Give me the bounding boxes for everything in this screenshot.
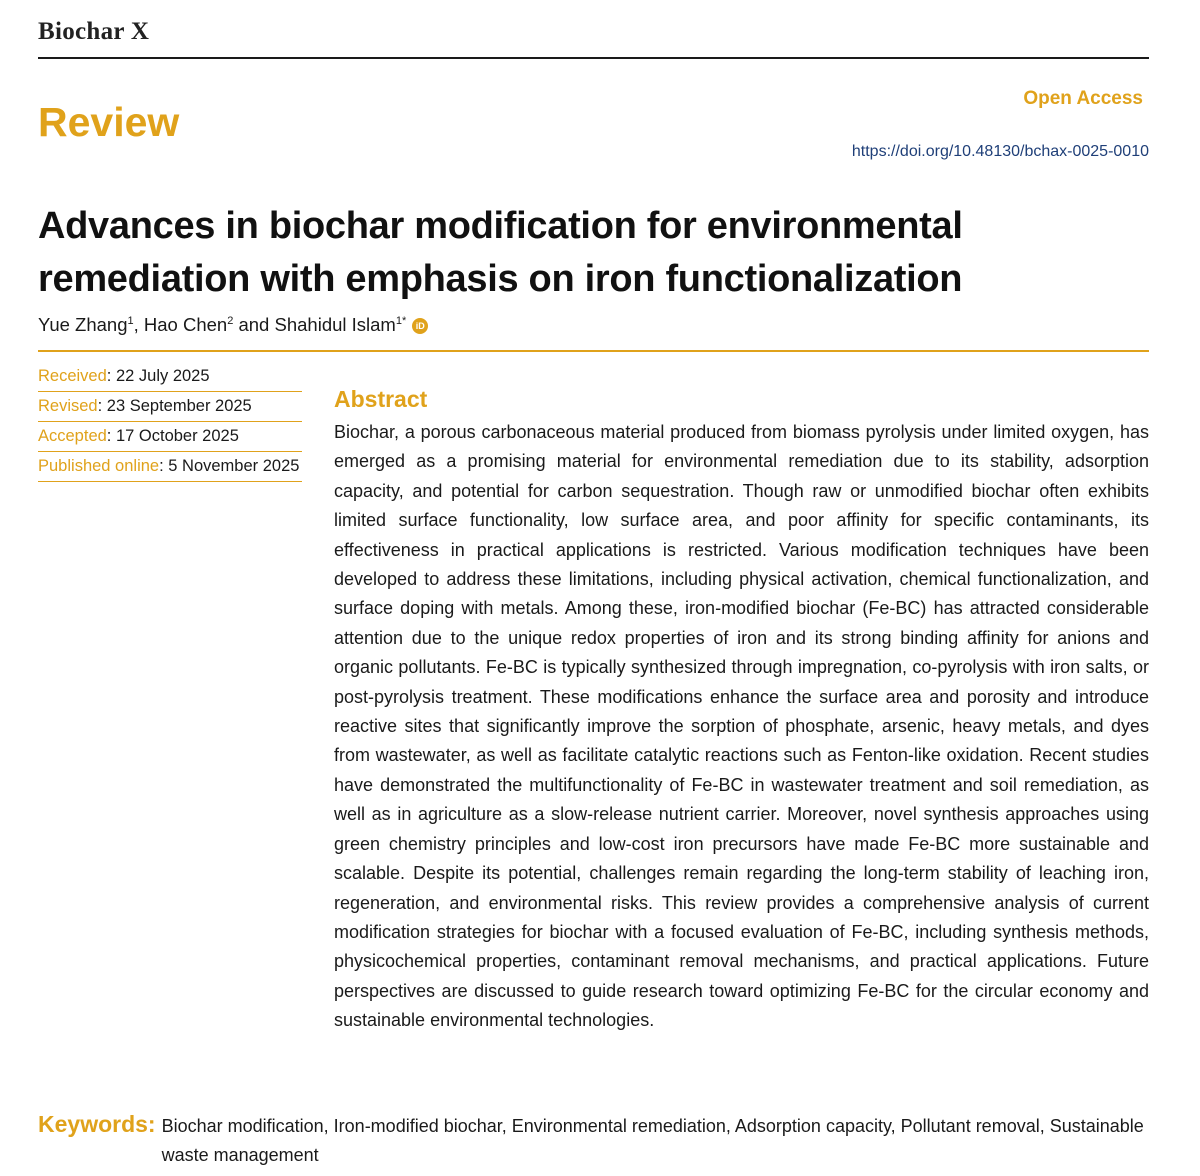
section-divider <box>38 350 1149 352</box>
abstract-text: Biochar, a porous carbonaceous material produced from biomass pyrolysis under limited oxygen, has emerged as a promising material for environmental remediation due to its stability, adsorption capacity, and potential for carbon sequestration. Though raw or unmodified biochar often exhibits limited surface functionality, low surface area, and poor affinity for specific contaminants, its effectiveness in practical applications is restricted. Various modification techniques have been developed to address these limitations, including physical activation, chemical functionalization, and surface doping with metals. Among these, iron-modified biochar (Fe-BC) has attracted considerable attention due to the unique redox properties of iron and its strong binding affinity for anions and organic pollutants. Fe-BC is typically synthesized through impregnation, co-pyrolysis with iron salts, or post-pyrolysis treatment. These modifications enhance the surface area and porosity and introduce reactive sites that significantly improve the sorption of phosphate, arsenic, heavy metals, and dyes from wastewater, as well as facilitate catalytic reactions such as Fenton-like oxidation. Recent studies have demonstrated the multifunctionality of Fe-BC in wastewater treatment and soil remediation, as well as in agriculture as a slow-release nutrient carrier. Moreover, novel synthesis approaches using green chemistry principles and low-cost iron precursors have made Fe-BC more sustainable and scalable. Despite its potential, challenges remain regarding the long-term stability of leaching iron, regeneration, and environmental risks. This review provides a comprehensive analysis of current modification strategies for biochar with a focused evaluation of Fe-BC, including synthesis methods, physicochemical properties, contaminant removal mechanisms, and practical applications. Future perspectives are discussed to guide research toward optimizing Fe-BC for the circular economy and sustainable environmental technologies. <box>334 422 1149 1031</box>
doi-link[interactable]: https://doi.org/10.48130/bchax-0025-0010 <box>851 143 1149 160</box>
article-type: Review <box>38 99 180 145</box>
keywords-list: Biochar modification, Iron-modified biochar, Environmental remediation, Adsorption capacity, Pollutant removal, Sustainable waste management <box>161 1116 1144 1165</box>
keywords-label: Keywords: <box>38 1111 156 1137</box>
orcid-icon[interactable]: iD <box>412 318 428 334</box>
date-label: Revised <box>38 397 98 415</box>
author-name[interactable]: Shahidul Islam <box>274 314 396 335</box>
affiliation-marker: 1 <box>127 314 134 327</box>
open-access-badge: Open Access <box>1023 88 1143 109</box>
date-accepted <box>38 422 302 452</box>
author-list <box>38 314 428 336</box>
header-divider <box>38 57 1149 59</box>
author-separator: and <box>233 314 275 335</box>
date-received <box>38 362 302 392</box>
author-separator: , <box>133 314 144 335</box>
journal-name: Biochar X <box>38 18 150 45</box>
date-published <box>38 452 302 482</box>
date-value: : 5 November 2025 <box>159 457 300 475</box>
date-value: : 23 September 2025 <box>97 397 252 415</box>
author-name[interactable]: Hao Chen <box>143 314 228 335</box>
date-revised <box>38 392 302 422</box>
publication-dates <box>38 362 302 482</box>
keywords-section <box>38 1111 1150 1170</box>
author-name[interactable]: Yue Zhang <box>38 314 128 335</box>
date-value: : 17 October 2025 <box>106 427 239 445</box>
article-title: Advances in biochar modification for environmental remediation with emphasis on iron functionalization <box>38 205 963 301</box>
date-label: Published online <box>38 457 160 475</box>
affiliation-marker: 2 <box>227 314 234 327</box>
date-label: Received <box>38 367 107 385</box>
abstract-heading: Abstract <box>334 386 428 413</box>
date-value: : 22 July 2025 <box>106 367 210 385</box>
affiliation-marker: 1* <box>395 314 407 327</box>
date-label: Accepted <box>38 427 107 445</box>
